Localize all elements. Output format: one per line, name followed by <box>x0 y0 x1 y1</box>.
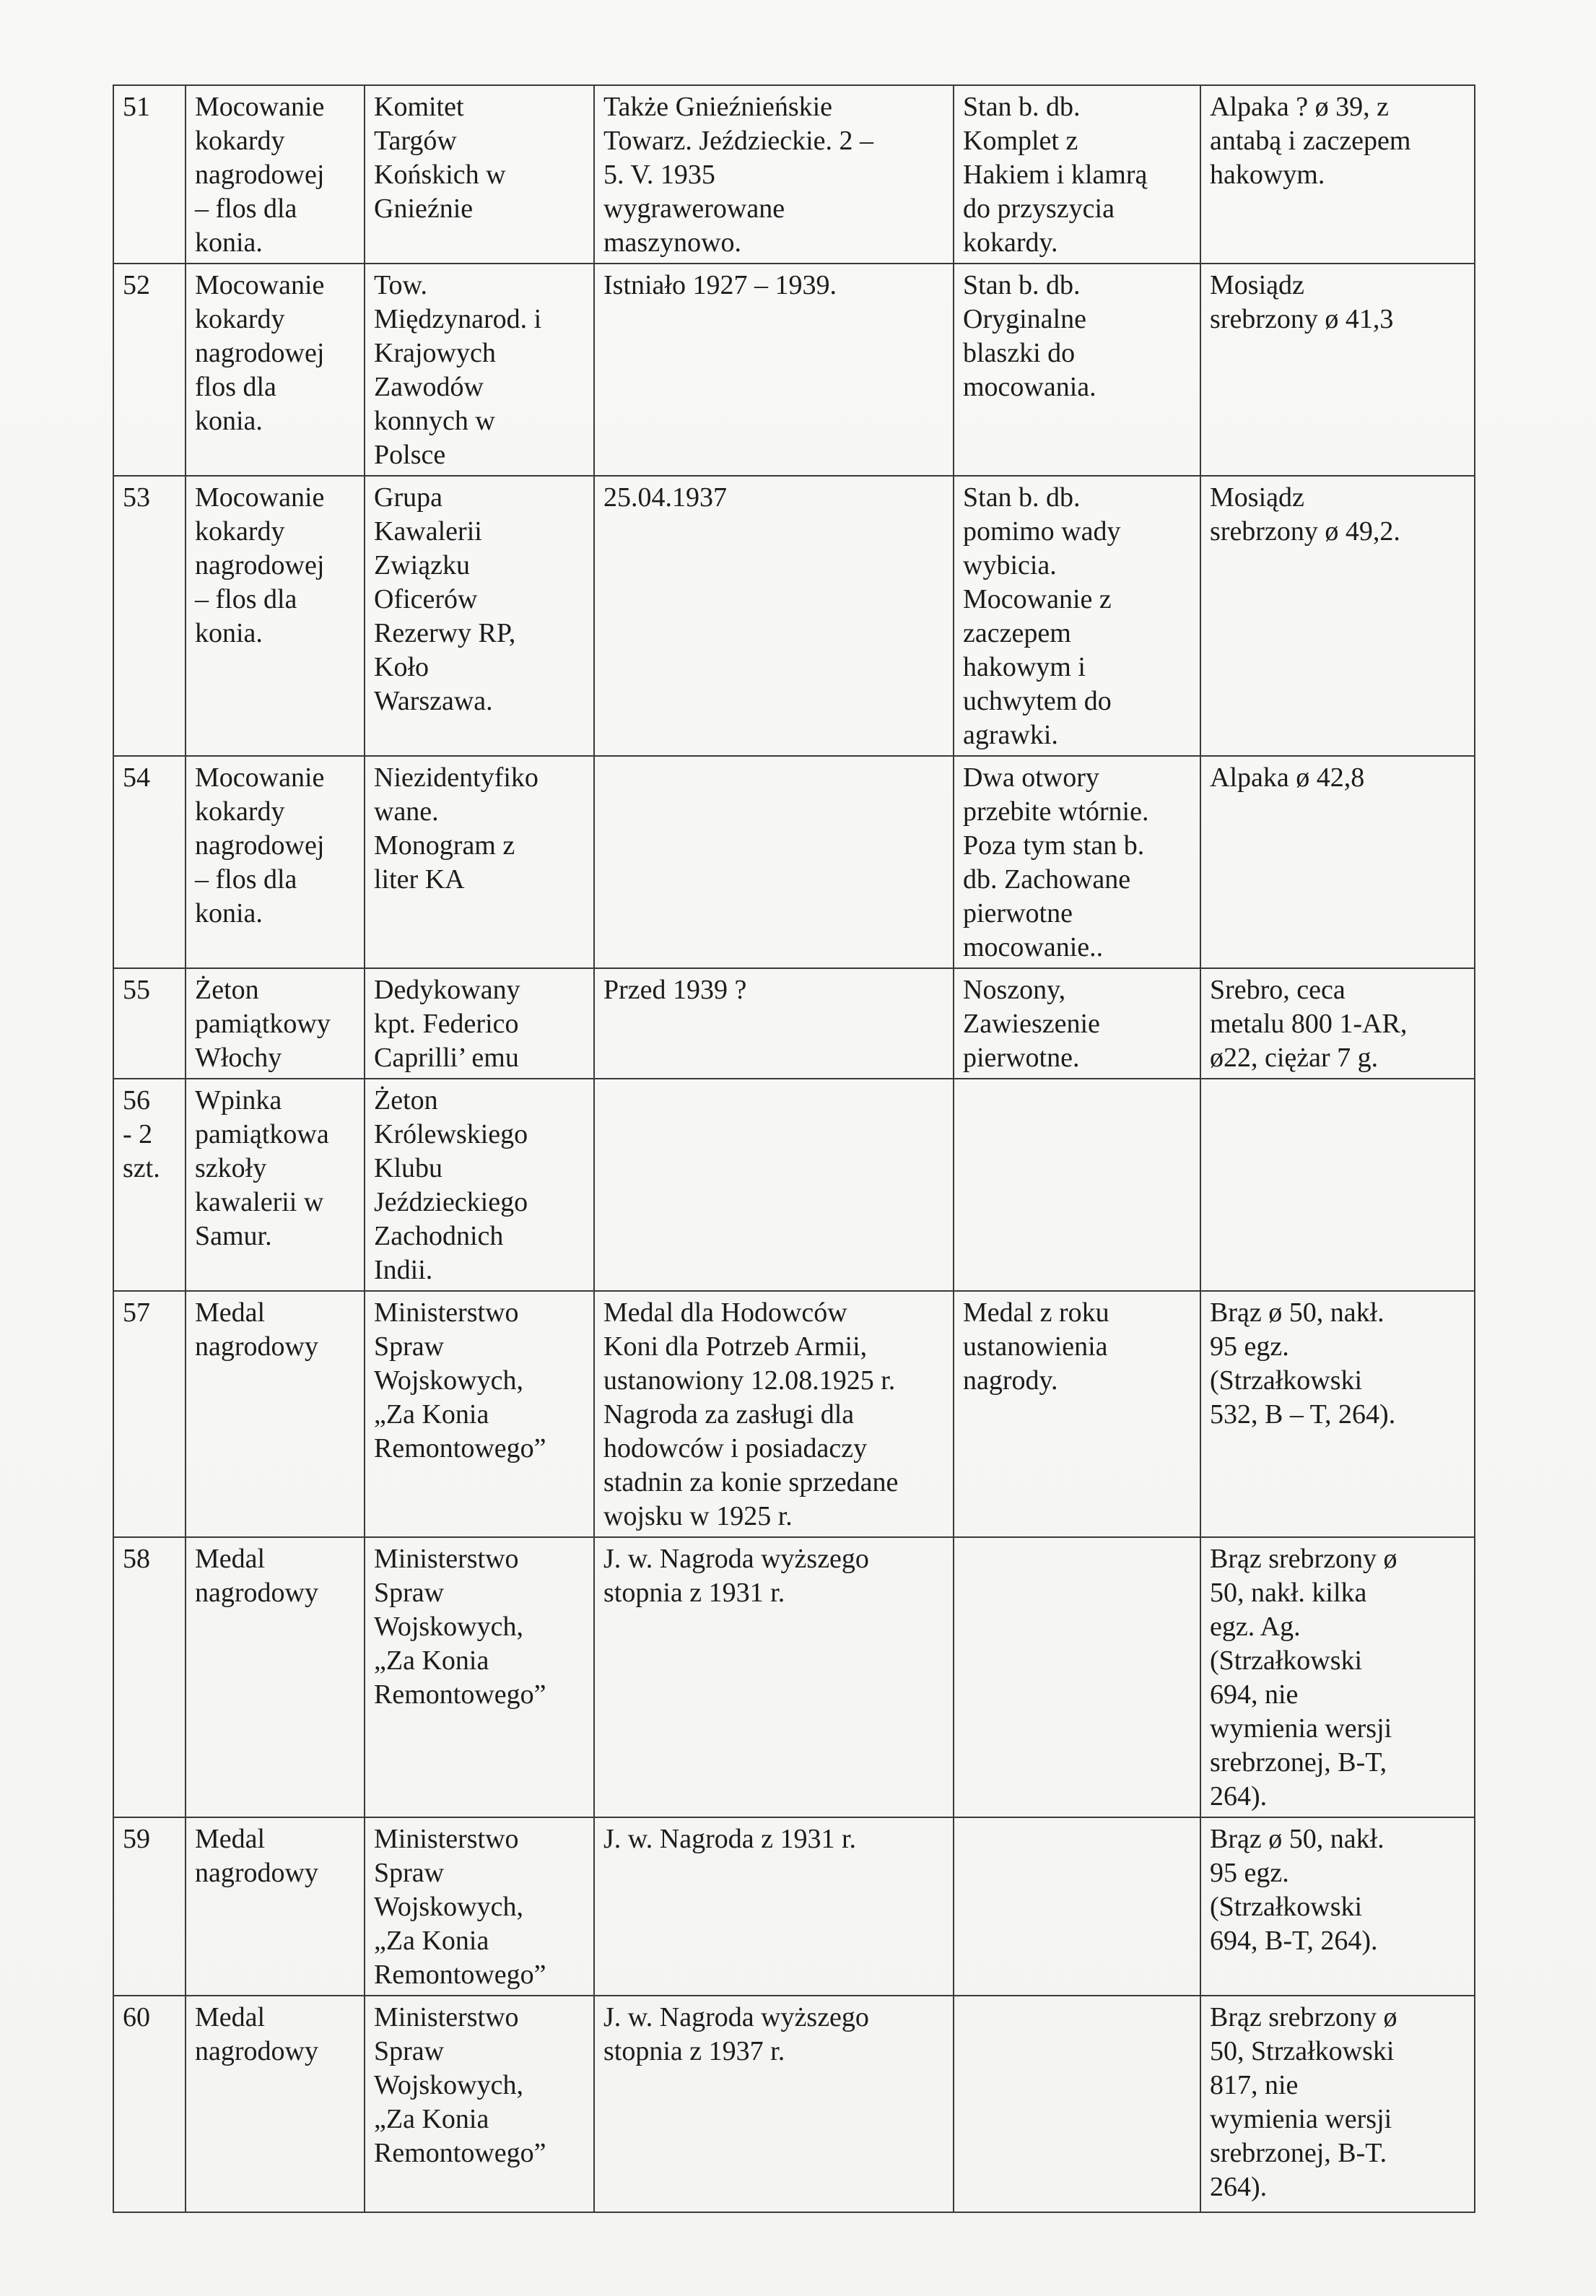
row-number: 54 <box>123 762 150 793</box>
material-cell <box>1200 1537 1475 1817</box>
item-name: Żeton pamiątkowy Włochy <box>195 975 331 1073</box>
issuer: Dedykowany kpt. Federico Caprilli’ emu <box>374 975 520 1073</box>
item-name: Medal nagrodowy <box>195 2002 318 2066</box>
row-number: 55 <box>123 975 150 1005</box>
item-name-cell <box>186 1291 365 1537</box>
condition: Stan b. db. pomimo wady wybicia. Mocowanie z zaczepem hakowym i uchwytem do agrawki. <box>963 482 1121 750</box>
issuer-cell <box>365 968 594 1079</box>
material: Srebro, ceca metalu 800 1-AR, ø22, ciężar 7 g. <box>1210 975 1408 1073</box>
row-number-cell <box>113 756 186 968</box>
item-name-cell <box>186 968 365 1079</box>
issuer: Komitet Targów Końskich w Gnieźnie <box>374 92 506 224</box>
table-row <box>113 1079 1475 1291</box>
row-number-cell <box>113 1537 186 1817</box>
row-number-cell <box>113 476 186 756</box>
row-number: 52 <box>123 270 150 300</box>
issuer: Ministerstwo Spraw Wojskowych, „Za Konia Remontowego” <box>374 1544 546 1710</box>
condition: Stan b. db. Oryginalne blaszki do mocowania. <box>963 270 1096 402</box>
description: Przed 1939 ? <box>603 975 747 1005</box>
item-name: Mocowanie kokardy nagrodowej flos dla konia. <box>195 270 325 436</box>
item-name-cell <box>186 1079 365 1291</box>
material-cell <box>1200 1079 1475 1291</box>
material-cell <box>1200 264 1475 476</box>
condition-cell <box>954 264 1200 476</box>
item-name: Medal nagrodowy <box>195 1544 318 1608</box>
material-cell <box>1200 756 1475 968</box>
material-cell <box>1200 1817 1475 1996</box>
table-row <box>113 476 1475 756</box>
table-row <box>113 85 1475 264</box>
material: Brąz ø 50, nakł. 95 egz. (Strzałkowski 532, B – T, 264). <box>1210 1297 1396 1430</box>
issuer-cell <box>365 1291 594 1537</box>
condition: Noszony, Zawieszenie pierwotne. <box>963 975 1100 1073</box>
row-number: 53 <box>123 482 150 513</box>
row-number: 51 <box>123 92 150 122</box>
description-cell <box>594 968 954 1079</box>
description-cell <box>594 1079 954 1291</box>
material: Mosiądz srebrzony ø 49,2. <box>1210 482 1400 547</box>
description: J. w. Nagroda wyższego stopnia z 1937 r. <box>603 2002 869 2066</box>
condition-cell <box>954 968 1200 1079</box>
material-cell <box>1200 1996 1475 2212</box>
condition-cell <box>954 1996 1200 2212</box>
item-name-cell <box>186 85 365 264</box>
table-row <box>113 1537 1475 1817</box>
issuer: Ministerstwo Spraw Wojskowych, „Za Konia Remontowego” <box>374 2002 546 2168</box>
item-name: Medal nagrodowy <box>195 1297 318 1362</box>
issuer-cell <box>365 756 594 968</box>
material-cell <box>1200 476 1475 756</box>
condition-cell <box>954 85 1200 264</box>
row-number-cell <box>113 1996 186 2212</box>
row-number-cell <box>113 968 186 1079</box>
material: Brąz ø 50, nakł. 95 egz. (Strzałkowski 694, B-T, 264). <box>1210 1824 1384 1956</box>
condition-cell <box>954 476 1200 756</box>
row-number: 57 <box>123 1297 150 1328</box>
condition: Dwa otwory przebite wtórnie. Poza tym stan b. db. Zachowane pierwotne mocowanie.. <box>963 762 1149 962</box>
item-name: Mocowanie kokardy nagrodowej – flos dla konia. <box>195 92 325 258</box>
table-row <box>113 968 1475 1079</box>
issuer-cell <box>365 264 594 476</box>
description: 25.04.1937 <box>603 482 727 513</box>
row-number-cell <box>113 85 186 264</box>
description-cell <box>594 1291 954 1537</box>
condition-cell <box>954 1291 1200 1537</box>
item-name-cell <box>186 1996 365 2212</box>
description: Medal dla Hodowców Koni dla Potrzeb Armii, ustanowiony 12.08.1925 r. Nagroda za zasługi dla hodowców i posiadaczy stadnin za konie sprzedane wojsku w 1925 r. <box>603 1297 899 1531</box>
item-name: Medal nagrodowy <box>195 1824 318 1888</box>
issuer-cell <box>365 1537 594 1817</box>
issuer-cell <box>365 476 594 756</box>
material-cell <box>1200 85 1475 264</box>
item-name: Mocowanie kokardy nagrodowej – flos dla konia. <box>195 762 325 929</box>
description-cell <box>594 476 954 756</box>
row-number-cell <box>113 1817 186 1996</box>
description: Także Gnieźnieńskie Towarz. Jeździeckie. 2 – 5. V. 1935 wygrawerowane maszynowo. <box>603 92 873 258</box>
issuer-cell <box>365 1996 594 2212</box>
issuer: Niezidentyfiko wane. Monogram z liter KA <box>374 762 538 895</box>
description-cell <box>594 1817 954 1996</box>
material: Alpaka ø 42,8 <box>1210 762 1365 793</box>
catalog-body <box>113 85 1475 2212</box>
material-cell <box>1200 968 1475 1079</box>
material: Mosiądz srebrzony ø 41,3 <box>1210 270 1394 334</box>
issuer: Tow. Międzynarod. i Krajowych Zawodów konnych w Polsce <box>374 270 542 470</box>
condition-cell <box>954 1079 1200 1291</box>
material: Brąz srebrzony ø 50, Strzałkowski 817, nie wymienia wersji srebrzonej, B-T. 264). <box>1210 2002 1397 2202</box>
condition: Stan b. db. Komplet z Hakiem i klamrą do przyszycia kokardy. <box>963 92 1148 258</box>
table-row <box>113 264 1475 476</box>
row-number: 60 <box>123 2002 150 2032</box>
issuer-cell <box>365 1817 594 1996</box>
item-name-cell <box>186 476 365 756</box>
description-cell <box>594 1996 954 2212</box>
condition-cell <box>954 1537 1200 1817</box>
row-number-cell <box>113 264 186 476</box>
description: J. w. Nagroda wyższego stopnia z 1931 r. <box>603 1544 869 1608</box>
issuer: Ministerstwo Spraw Wojskowych, „Za Konia Remontowego” <box>374 1297 546 1464</box>
description: Istniało 1927 – 1939. <box>603 270 837 300</box>
issuer-cell <box>365 85 594 264</box>
material: Brąz srebrzony ø 50, nakł. kilka egz. Ag. (Strzałkowski 694, nie wymienia wersji srebrzonej, B-T, 264). <box>1210 1544 1397 1812</box>
item-name-cell <box>186 756 365 968</box>
condition-cell <box>954 1817 1200 1996</box>
description-cell <box>594 1537 954 1817</box>
row-number-cell <box>113 1291 186 1537</box>
item-name: Mocowanie kokardy nagrodowej – flos dla konia. <box>195 482 325 648</box>
item-name-cell <box>186 264 365 476</box>
table-row <box>113 756 1475 968</box>
description-cell <box>594 756 954 968</box>
description-cell <box>594 85 954 264</box>
row-number: 58 <box>123 1544 150 1574</box>
condition: Medal z roku ustanowienia nagrody. <box>963 1297 1109 1396</box>
item-name-cell <box>186 1537 365 1817</box>
row-number: 56 - 2 szt. <box>123 1085 160 1183</box>
catalog-table <box>113 84 1475 2213</box>
material: Alpaka ? ø 39, z antabą i zaczepem hakowym. <box>1210 92 1411 190</box>
issuer: Żeton Królewskiego Klubu Jeździeckiego Zachodnich Indii. <box>374 1085 528 1285</box>
condition-cell <box>954 756 1200 968</box>
row-number-cell <box>113 1079 186 1291</box>
material-cell <box>1200 1291 1475 1537</box>
description: J. w. Nagroda z 1931 r. <box>603 1824 857 1854</box>
item-name-cell <box>186 1817 365 1996</box>
issuer: Grupa Kawalerii Związku Oficerów Rezerwy RP, Koło Warszawa. <box>374 482 516 716</box>
description-cell <box>594 264 954 476</box>
issuer: Ministerstwo Spraw Wojskowych, „Za Konia Remontowego” <box>374 1824 546 1990</box>
table-row <box>113 1817 1475 1996</box>
row-number: 59 <box>123 1824 150 1854</box>
table-row <box>113 1291 1475 1537</box>
table-row <box>113 1996 1475 2212</box>
item-name: Wpinka pamiątkowa szkoły kawalerii w Samur. <box>195 1085 329 1251</box>
issuer-cell <box>365 1079 594 1291</box>
